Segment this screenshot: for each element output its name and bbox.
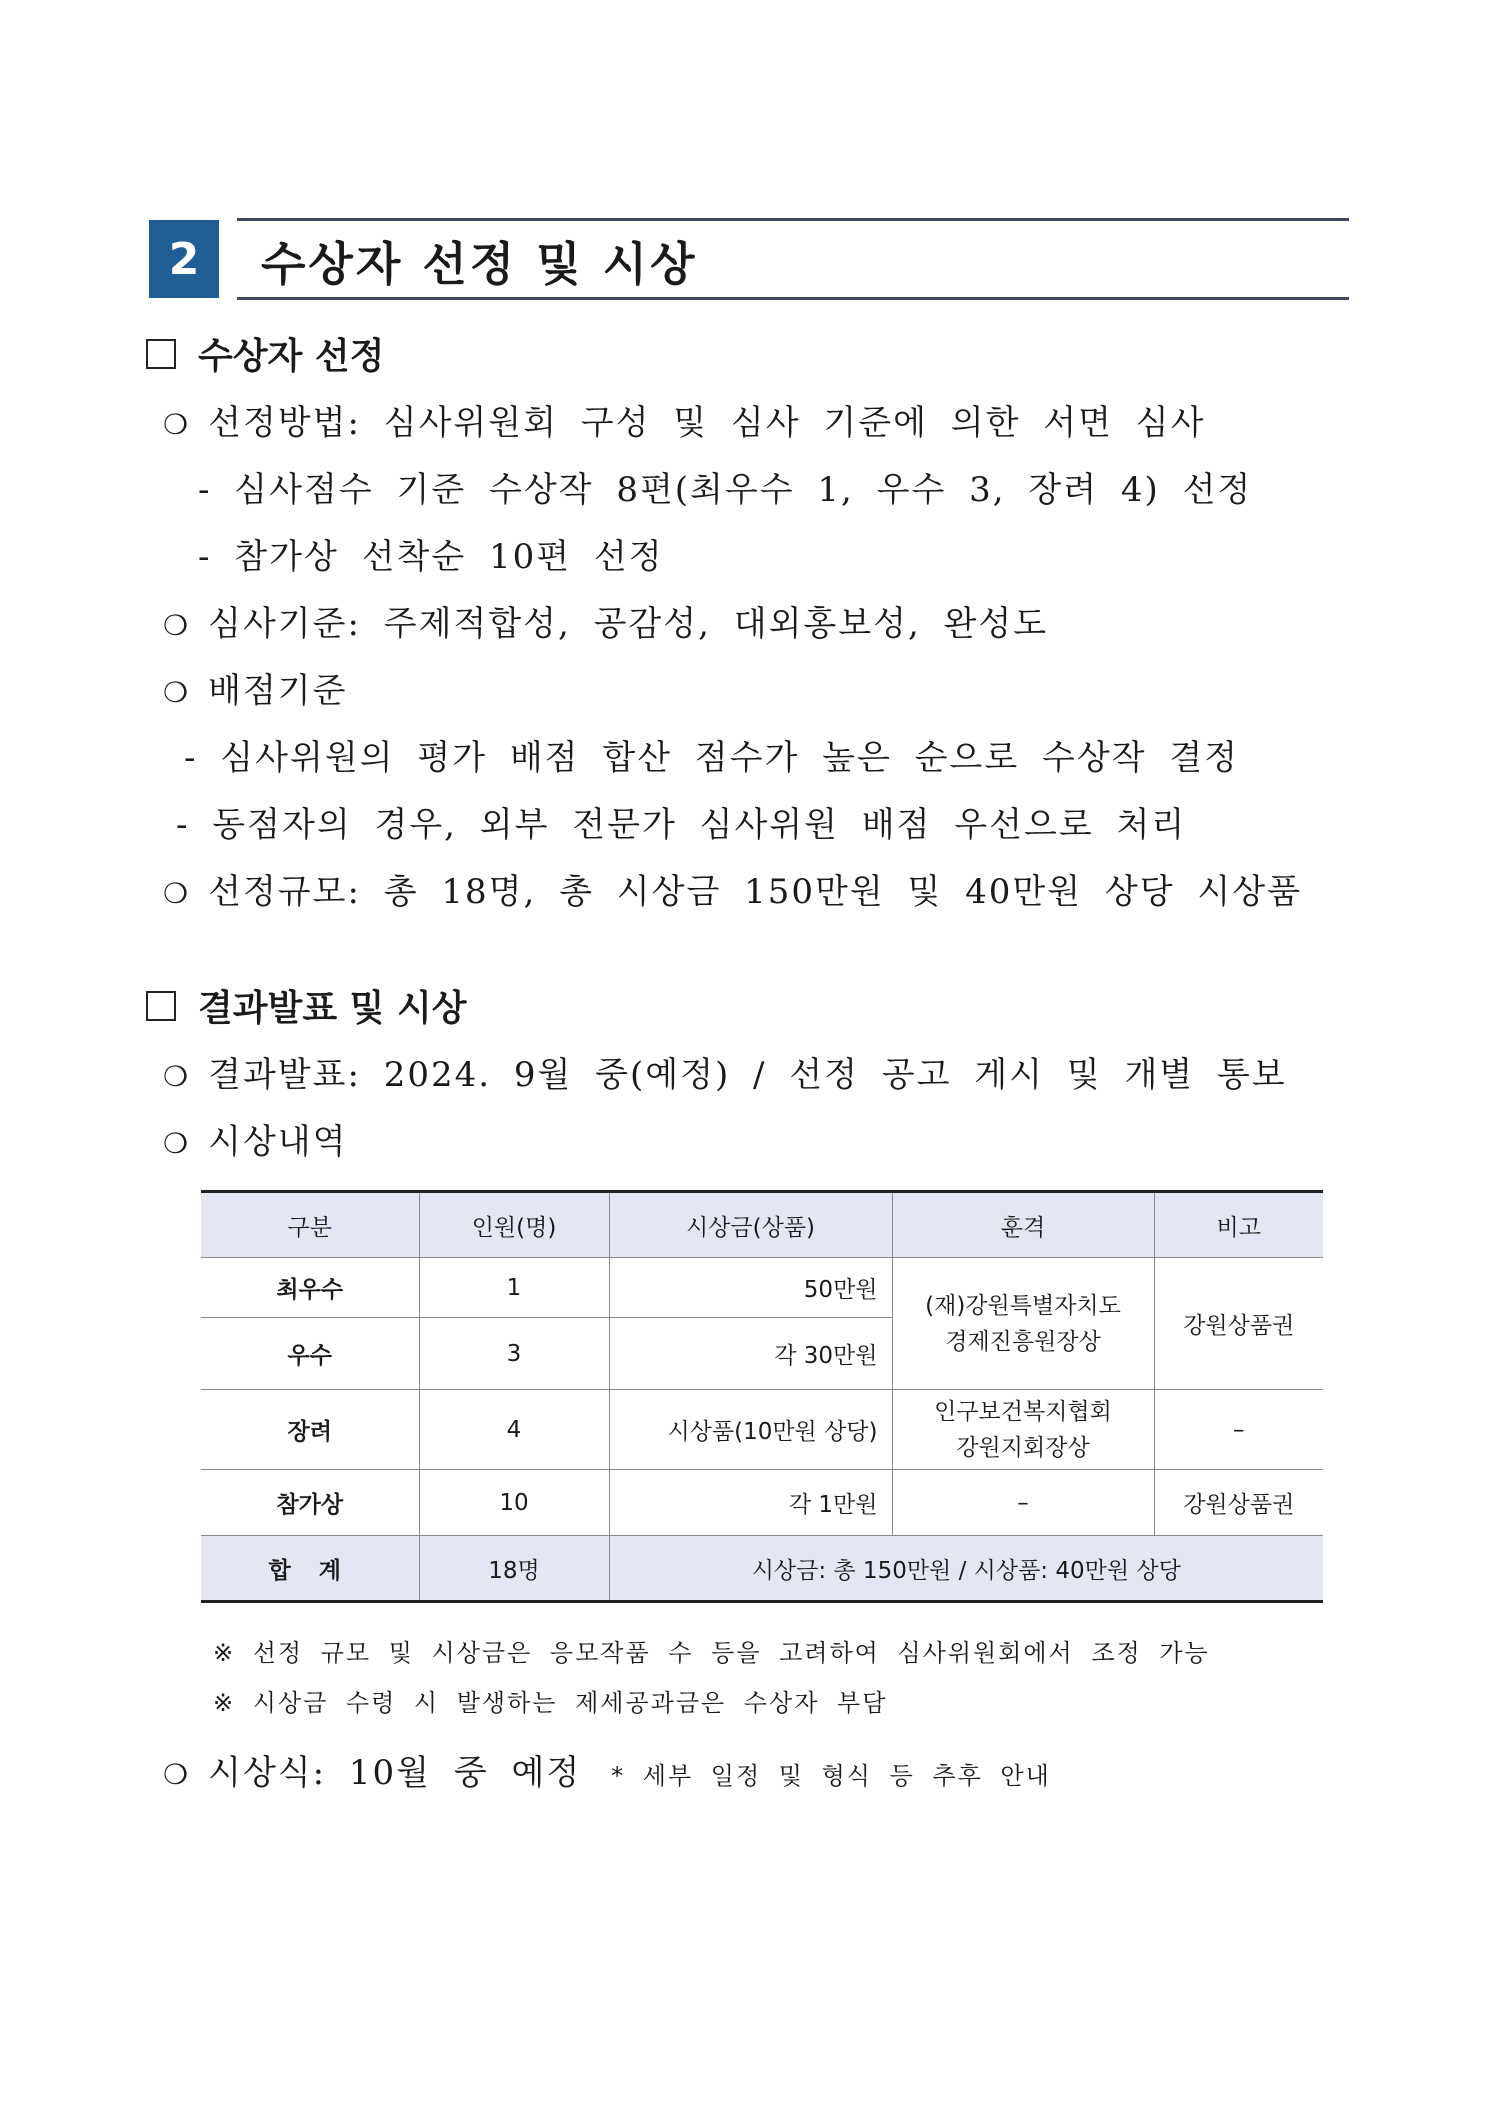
cell-prize: 각 1만원 [609, 1470, 892, 1536]
cell-category: 장려 [201, 1390, 419, 1470]
cell-count: 3 [419, 1318, 609, 1390]
cell-prize: 50만원 [609, 1258, 892, 1318]
section-number-badge: 2 [149, 220, 219, 298]
table-row [201, 1470, 1323, 1536]
bullet-scoring: ❍ 배점기준 [163, 671, 348, 711]
subheading-announce [146, 980, 467, 1031]
table-row [201, 1390, 1323, 1470]
awards-table [201, 1190, 1323, 1603]
subheading-announce-text: 결과발표 및 시상 [198, 988, 467, 1029]
table-header-row [201, 1192, 1323, 1258]
cell-count: 4 [419, 1390, 609, 1470]
cell-award: – [892, 1470, 1154, 1536]
bullet-method: ❍ 선정방법: 심사위원회 구성 및 심사 기준에 의한 서면 심사 [163, 403, 1206, 443]
header-note: 비고 [1154, 1192, 1323, 1258]
circle-bullet-icon: ❍ [163, 1127, 189, 1160]
circle-bullet-icon: ❍ [163, 676, 189, 709]
table-row [201, 1258, 1323, 1318]
checkbox-square-icon [146, 339, 176, 369]
cell-prize: 시상품(10만원 상당) [609, 1390, 892, 1470]
cell-prize: 각 30만원 [609, 1318, 892, 1390]
circle-bullet-icon: ❍ [163, 1060, 189, 1093]
header-count: 인원(명) [419, 1192, 609, 1258]
dash-method-1: - 심사점수 기준 수상작 8편(최우수 1, 우수 3, 장려 4) 선정 [198, 470, 1253, 510]
header-rule-top [237, 218, 1349, 221]
subheading-selection [146, 328, 384, 379]
total-summary: 시상금: 총 150만원 / 시상품: 40만원 상당 [609, 1536, 1323, 1602]
bullet-details: ❍ 시상내역 [163, 1122, 348, 1162]
section-title: 수상자 선정 및 시상 [261, 237, 698, 291]
cell-award: 인구보건복지협회 강원지회장상 [892, 1390, 1154, 1470]
circle-bullet-icon: ❍ [163, 408, 189, 441]
footnote-2: ※ 시상금 수령 시 발생하는 제세공과금은 수상자 부담 [213, 1689, 888, 1717]
circle-bullet-icon: ❍ [163, 877, 189, 910]
ceremony-text: 시상식: 10월 중 예정 [208, 1753, 582, 1793]
cell-note-merged: 강원상품권 [1154, 1258, 1323, 1390]
total-count: 18명 [419, 1536, 609, 1602]
circle-bullet-icon: ❍ [163, 609, 189, 642]
cell-note: – [1154, 1390, 1323, 1470]
cell-award-merged: (재)강원특별자치도 경제진흥원장상 [892, 1258, 1154, 1390]
header-award: 훈격 [892, 1192, 1154, 1258]
header-prize: 시상금(상품) [609, 1192, 892, 1258]
cell-category: 최우수 [201, 1258, 419, 1318]
dash-scoring-2: - 동점자의 경우, 외부 전문가 심사위원 배점 우선으로 처리 [176, 805, 1187, 845]
checkbox-square-icon [146, 991, 176, 1021]
dash-method-2: - 참가상 선착순 10편 선정 [198, 537, 664, 577]
table-total-row [201, 1536, 1323, 1602]
bullet-scale: ❍ 선정규모: 총 18명, 총 시상금 150만원 및 40만원 상당 시상품 [163, 872, 1302, 912]
cell-note: 강원상품권 [1154, 1470, 1323, 1536]
cell-category: 우수 [201, 1318, 419, 1390]
bullet-criteria: ❍ 심사기준: 주제적합성, 공감성, 대외홍보성, 완성도 [163, 604, 1049, 644]
footnote-1: ※ 선정 규모 및 시상금은 응모작품 수 등을 고려하여 심사위원회에서 조정 가능 [213, 1639, 1210, 1667]
header-rule-bottom [237, 297, 1349, 300]
header-category: 구분 [201, 1192, 419, 1258]
bullet-result: ❍ 결과발표: 2024. 9월 중(예정) / 선정 공고 게시 및 개별 통보 [163, 1055, 1287, 1095]
total-label: 합 계 [201, 1536, 419, 1602]
cell-count: 10 [419, 1470, 609, 1536]
ceremony-note: * 세부 일정 및 형식 등 추후 안내 [611, 1762, 1051, 1790]
bullet-ceremony [163, 1745, 1051, 1794]
subheading-selection-text: 수상자 선정 [198, 336, 385, 377]
cell-category: 참가상 [201, 1470, 419, 1536]
circle-bullet-icon: ❍ [163, 1758, 189, 1791]
dash-scoring-1: - 심사위원의 평가 배점 합산 점수가 높은 순으로 수상작 결정 [184, 738, 1240, 778]
section-header [149, 218, 1349, 300]
cell-count: 1 [419, 1258, 609, 1318]
